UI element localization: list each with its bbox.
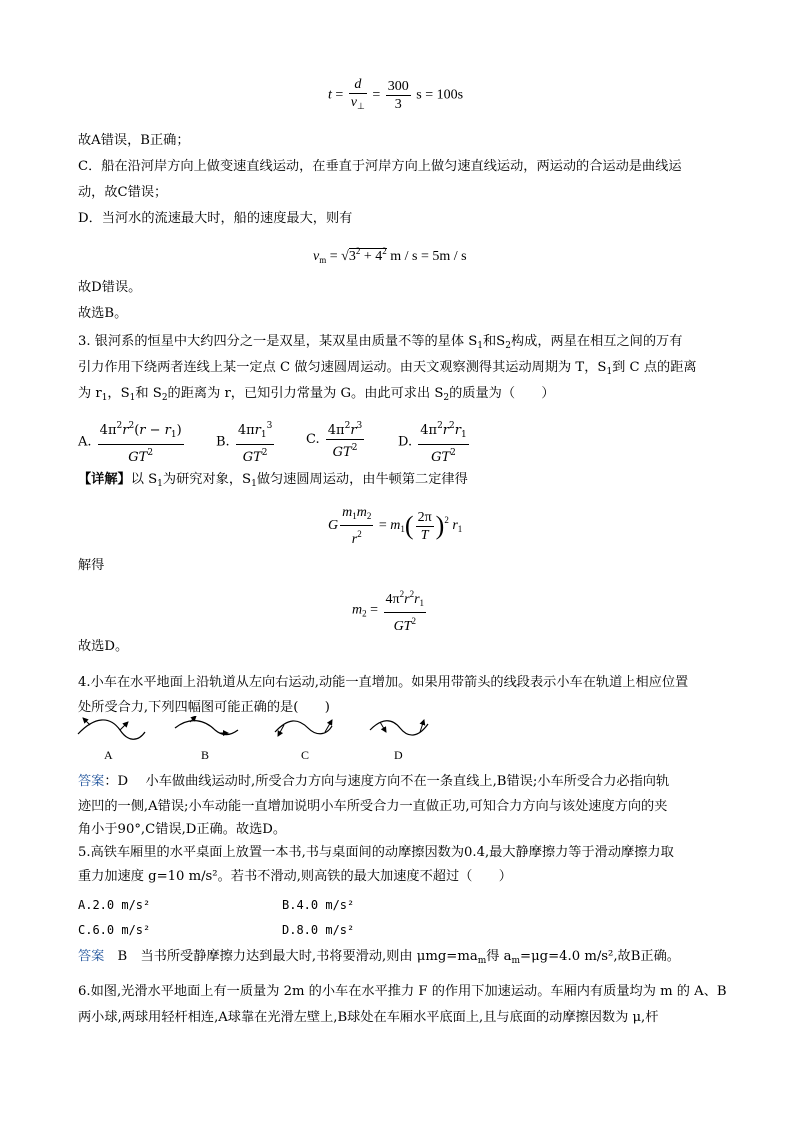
text-line: C．船在沿河岸方向上做变速直线运动，在垂直于河岸方向上做匀速直线运动，两运动的合运动是曲线运 bbox=[78, 159, 682, 174]
text-line: 故D错误。 bbox=[78, 280, 142, 295]
answer-4-line-3: 角小于90°,C错误,D正确。故选D。 bbox=[78, 822, 287, 837]
eq-t: t bbox=[328, 87, 332, 103]
question-5-line-2: 重力加速度 g=10 m/s²。若书不滑动,则高铁的最大加速度不超过（ ） bbox=[78, 869, 512, 884]
detail-line: 【详解】以 $S_1$为研究对象，$S_1$做匀速圆周运动，由牛顿第二定律得 bbox=[78, 472, 468, 489]
text-line: 故A错误，B正确； bbox=[78, 133, 190, 148]
equation-gravitation: G $\frac{m_1m_2}{r^2}$ = $m_1$( $\frac{2\pi}{T}$ )$^2$ $r_1$ bbox=[328, 505, 463, 547]
diagram-a bbox=[78, 718, 145, 739]
fraction-d-v: $\frac{d}{v_\perp}$ bbox=[349, 76, 367, 115]
question-3-line-1: 3. 银河系的恒星中大约四分之一是双星，某双星由质量不等的星体 $S_1$和$S_2$构成，两星在相互之间的万有 bbox=[78, 334, 683, 351]
diagram-label-b: B bbox=[201, 748, 210, 762]
question-3-line-3: 为 $r_1$，$S_1$和 $S_2$的距离为 r，已知引力常量为 G。由此可求出 $S_2$的质量为（ ） bbox=[78, 386, 555, 403]
text-line: 解得 bbox=[78, 558, 105, 573]
option-d: D. $\frac{4\pi^2r^2r_1}{GT^2}$ bbox=[398, 421, 467, 465]
answer-4-line-1: 答案：D 小车做曲线运动时,所受合力方向与速度方向不在一条直线上,B错误;小车所受合力必指向轨 bbox=[78, 774, 670, 789]
question-4-line-1: 4.小车在水平地面上沿轨道从左向右运动,动能一直增加。如果用带箭头的线段表示小车在轨道上相应位置 bbox=[78, 675, 689, 690]
answer-4-line-2: 迹凹的一侧,A错误;小车动能一直增加说明小车所受合力一直做正功,可知合力方向与该处速度方向的夹 bbox=[78, 799, 668, 814]
option-c: C. $\frac{4\pi^2r^3}{GT^2}$ bbox=[306, 421, 363, 460]
option-5a: A.2.0 m/s² bbox=[78, 898, 151, 912]
sqrt-expression: $√3^2 + 4^2$ bbox=[341, 246, 387, 264]
diagram-label-d: D bbox=[394, 748, 403, 762]
question-6-line-2: 两小球,两球用轻杆相连,A球靠在光滑左壁上,B球处在车厢水平底面上,且与底面的动摩擦因数为 μ,杆 bbox=[78, 1010, 659, 1025]
option-a: A. $\frac{4\pi^2r^2(r - r_1)}{GT^2}$ bbox=[78, 421, 182, 465]
text-line: 故选D。 bbox=[78, 639, 129, 654]
answer-5-line: 答案 B 当书所受静摩擦力达到最大时,书将要滑动,则由 $\mu mg=ma_m$得 $a_m=\mu g=4.0$ m/s²,故B正确。 bbox=[78, 949, 680, 966]
diagram-label-a: A bbox=[104, 748, 113, 762]
diagram-b bbox=[175, 716, 238, 735]
question-6-line-1: 6.如图,光滑水平地面上有一质量为 2m 的小车在水平推力 F 的作用下加速运动。车厢内有质量均为 m 的 A、B bbox=[78, 984, 727, 999]
equation-velocity: $v_m = √3^2 + 4^2$ m / s = 5m / s bbox=[313, 246, 467, 265]
question-3-line-2: 引力作用下绕两者连线上某一定点 C 做匀速圆周运动。由天文观察测得其运动周期为 T，$S_1$到 C 点的距离 bbox=[78, 360, 697, 377]
option-b: B. $\frac{4\pi r_1^3}{GT^2}$ bbox=[216, 421, 273, 465]
fraction-300-3: $\frac{300}{3}$ bbox=[387, 79, 409, 112]
diagram-label-c: C bbox=[301, 748, 310, 762]
question-5-line-1: 5.高铁车厢里的水平桌面上放置一本书,书与桌面间的动摩擦因数为0.4,最大静摩擦力等于滑动摩擦力取 bbox=[78, 845, 674, 860]
option-5c: C.6.0 m/s² bbox=[78, 923, 151, 937]
equation-time: t = $\frac{d}{v_\perp}$ = $\frac{300}{3}$ s = 100s bbox=[328, 76, 463, 115]
equation-mass: $m_2$ = $\frac{4\pi^2r^2r_1}{GT^2}$ bbox=[352, 589, 425, 634]
diagram-c bbox=[275, 720, 332, 736]
option-5d: D.8.0 m/s² bbox=[282, 923, 355, 937]
text-line: D．当河水的流速最大时，船的速度最大，则有 bbox=[78, 211, 353, 226]
trajectory-diagrams bbox=[70, 716, 450, 766]
option-5b: B.4.0 m/s² bbox=[282, 898, 355, 912]
text-line: 故选B。 bbox=[78, 306, 128, 321]
question-4-line-2: 处所受合力,下列四幅图可能正确的是( ) bbox=[78, 700, 330, 715]
diagram-d bbox=[370, 720, 428, 735]
text-line: 动，故C错误； bbox=[78, 185, 168, 200]
